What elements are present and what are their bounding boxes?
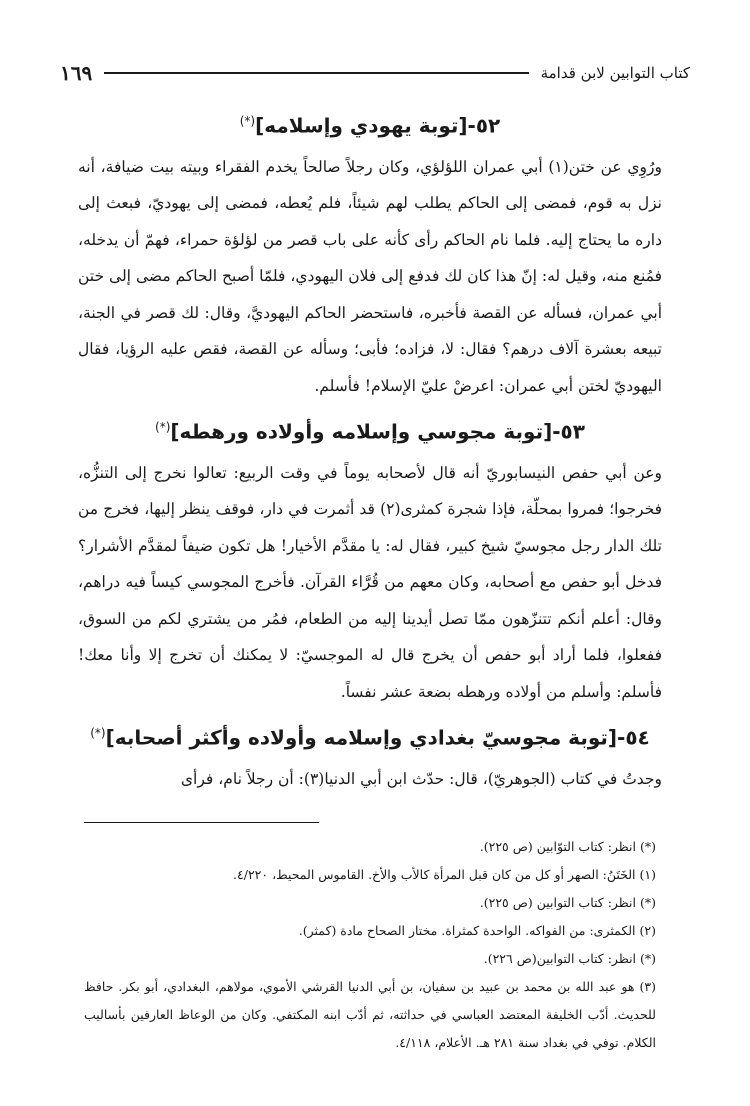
section-body-52: ورُوِي عن ختن(١) أبي عمران اللؤلؤي، وكان رجلاً صالحاً يخدم الفقراء وبيته بيت ضيافة، أنه نزل به قوم، فمضى إلى الحاكم يطلب لهم شيئاً، فلم يُعطه، فمضى إلى يهوديّ، فبعث إلى داره ما يحتاج إليه. فلما نام الحاكم رأى كأنه على باب قصر من لؤلؤة حمراء، فهمّ أن يدخله، فمُنع منه، وقيل له: إنّ هذا كان لك فدفع إلى فلان اليهودي، فلمّا أصبح الحاكم مضى إلى ختن أبي عمران، فسأله عن القصة فأخبره، فاستحضر الحاكم اليهوديَّ، وقال: لك قصر في الجنة، تبيعه بعشرة آلاف درهم؟ فقال: لا، فزاده؛ فأبى؛ وسأله عن القصة، فقص عليه الرؤيا، فقال اليهوديّ لختن أبي عمران: اعرضْ عليّ الإسلام! فأسلم.	[78, 157, 662, 395]
main-text	[78, 98, 662, 797]
footnote: (*) انظر: كتاب التوابين (ص ٢٢٥).	[479, 895, 656, 910]
footnote: (٣) هو عبد الله بن محمد بن عبيد بن سفيان، بن أبي الدنيا القرشي الأموي، مولاهم، البغدادي، أبو بكر. حافظ للحديث. أدّب الخليفة المعتضد العباسي في حداثته، ثم أدّب ابنه المكتفي. وكان من الوعاظ العارفين بأساليب الكلام. توفي في بغداد سنة ٢٨١ هـ. الأعلام، ٤/١١٨.	[84, 979, 656, 1050]
footnote: (١) الخَتَنُ: الصهر أو كل من كان قبل المرأة كالأب والأخ. القاموس المحيط، ٤/٢٢٠.	[233, 867, 656, 882]
footnote: (*) انظر: كتاب التوّابين (ص ٢٢٥).	[479, 839, 656, 854]
footnote-marker: (*)	[239, 114, 256, 128]
footnote-marker: (*)	[90, 726, 106, 741]
section-heading-54	[78, 710, 662, 761]
footnotes	[84, 822, 656, 1057]
section-heading-text: ٥٤-[توبة مجوسيّ بغدادي وإسلامه وأولاده وأكثر أصحابه]	[105, 725, 650, 750]
header-rule	[104, 72, 528, 74]
section-heading-53	[78, 404, 662, 455]
section-heading-text: ٥٣-[توبة مجوسي وإسلامه وأولاده ورهطه]	[170, 419, 585, 444]
book-title: كتاب التوابين لابن قدامة	[540, 64, 690, 82]
page-number: ١٦٩	[60, 61, 93, 85]
footnote: (٢) الكمثرى: من الفواكه. الواحدة كمثراة. مختار الصحاح مادة (كمثر).	[298, 923, 656, 938]
footnote-marker: (*)	[155, 420, 171, 435]
footnote-divider	[84, 822, 319, 823]
running-header	[60, 58, 690, 88]
footnote: (*) انظر: كتاب التوابين(ص ٢٢٦).	[483, 951, 656, 966]
section-body-54: وجدتُ في كتاب (الجوهريّ)، قال: حدّث ابن أبي الدنيا(٣): أن رجلاً نام، فرأى	[180, 769, 662, 788]
section-heading-text: ٥٢-[توبة يهودي وإسلامه]	[255, 113, 501, 138]
section-body-53: وعن أبي حفص النيسابوريّ أنه قال لأصحابه يوماً في وقت الربيع: تعالوا نخرج إلى التنزُّه، فخرجوا؛ فمروا بمحلّة، فإذا شجرة كمثرى(٢) قد أثمرت في دار، فوقف ينظر إليها، فخرج من تلك الدار رجل مجوسيّ شيخ كبير، فقال له: يا مقدَّم الأخيار! هل تكون ضيفاً لمقدَّم الأشرار؟ فدخل أبو حفص مع أصحابه، وكان معهم من قُرَّاء القرآن. فأخرج المجوسي كيساً فيه دراهم، وقال: أعلم أنكم تتنزّهون ممّا تصل أيدينا إليه من الطعام، فمُر من يشتري لكم من السوق، ففعلوا، فلما أراد أبو حفص أن يخرج قال له الموجسيّ: لا يمكنك أن تخرج إلا وأنا معك! فأسلم: وأسلم من أولاده ورهطه بضعة عشر نفساً.	[78, 463, 662, 701]
section-heading-52	[78, 98, 662, 149]
